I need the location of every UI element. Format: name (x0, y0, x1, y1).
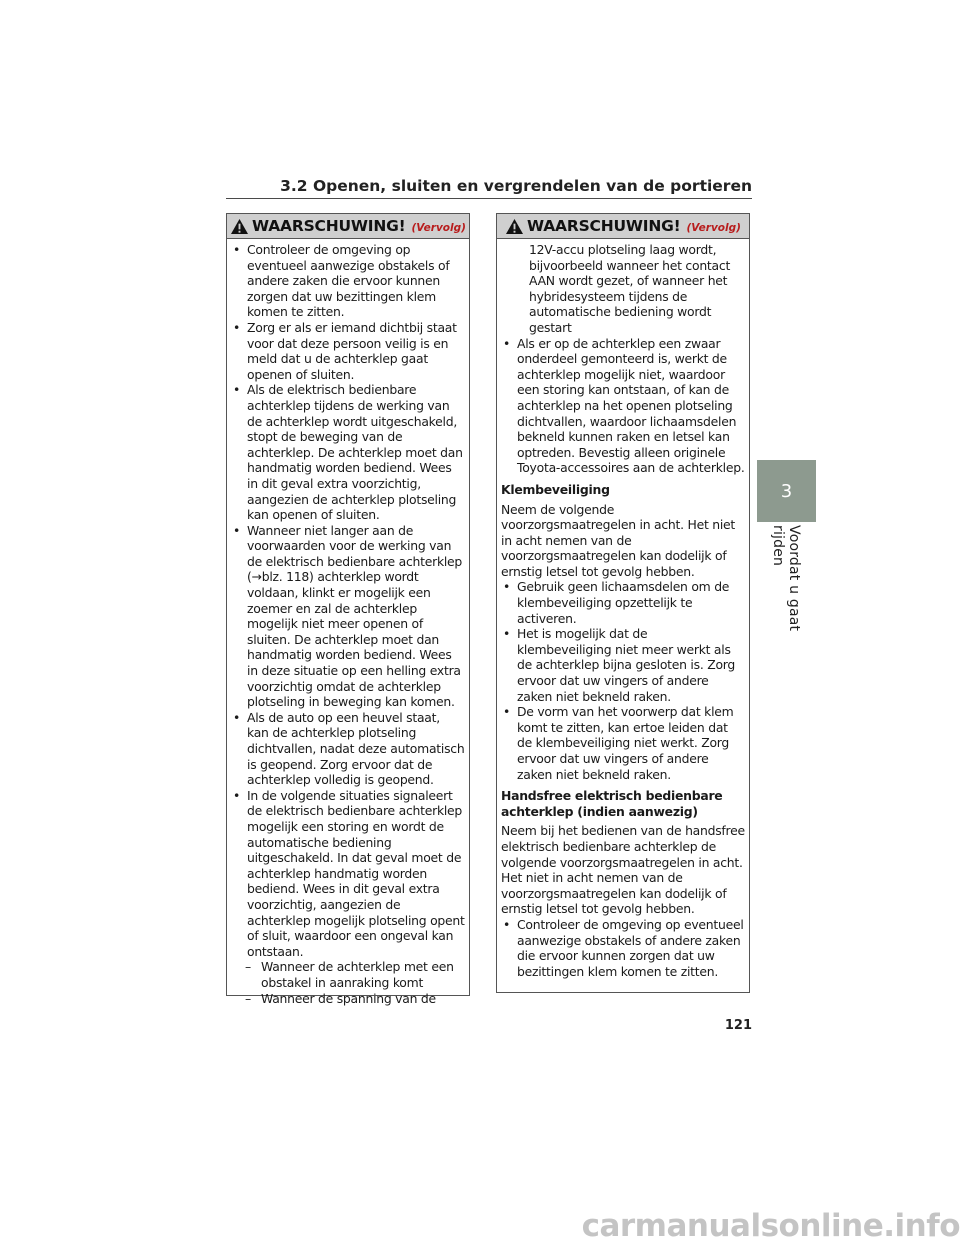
section-title: Openen, sluiten en vergrendelen van de portieren (312, 177, 752, 195)
warning-triangle-icon (505, 218, 524, 235)
continued-text: 12V-accu plotseling laag wordt, bijvoorbeeld wanneer het contact AAN wordt gezet, of wanneer het hybridesysteem tijdens de automatische bediening wordt gestart (529, 242, 731, 335)
warning-header (497, 214, 749, 239)
warning-title: WAARSCHUWING! (527, 217, 681, 235)
section-number: 3.2 (280, 177, 308, 195)
warning-continued: (Vervolg) (411, 221, 466, 234)
list-item: • Het is mogelijk dat de klembeveiliging niet meer werkt als de achterklep bijna gesloten is. Zorg ervoor dat uw vingers of andere zaken niet bekneld raken. (503, 626, 736, 704)
warning-triangle-icon (230, 218, 249, 235)
list-item: • Als er op de achterklep een zwaar onderdeel gemonteerd is, werkt de achterklep mogelijk niet, waardoor een storing kan ontstaan, of kan de achterklep na het openen plotseling dichtvallen, waardoor lichaamsdelen bekneld kunnen raken en letsel kan optreden. Bevestig alleen originele Toyota-accessoires aan de achterklep. (503, 335, 745, 476)
warning-body (227, 239, 469, 1006)
warning-header (227, 214, 469, 239)
list-item: • Controleer de omgeving op eventueel aanwezige obstakels of andere zaken die ervoor kunnen zorgen dat uw bezittingen klem komen te zitten. (503, 916, 744, 979)
page-number: 121 (724, 1018, 752, 1033)
warning-box-left (226, 213, 470, 1006)
watermark-url: carmanualsonline.info (581, 1208, 960, 1244)
list-item: • Als de auto op een heuvel staat, kan de achterklep plotseling dichtvallen, nadat deze automatisch is geopend. Zorg ervoor dat de achterklep volledig is geopend. (233, 709, 465, 788)
paragraph: Neem bij het bedienen van de handsfree elektrisch bedienbare achterklep de volgende voorzorgsmaatregelen in acht. Het niet in acht nemen van de voorzorgsmaatregelen kan dodelijk of ernstig letsel tot gevolg hebben. (501, 823, 745, 917)
chapter-number: 3 (780, 480, 793, 502)
list-item: • Wanneer niet langer aan de voorwaarden voor de werking van de elektrisch bedienbare achterklep (→blz. 118) achterklep wordt voldaan, klinkt er mogelijk een zoemer en zal de achterklep mogelijk niet meer openen of sluiten. De achterklep moet dan handmatig worden bediend. Wees in deze situatie op een helling extra voorzichtig omdat de achterklep plotseling in beweging kan komen. (233, 522, 463, 710)
warning-title: WAARSCHUWING! (252, 217, 406, 235)
header-divider (226, 198, 752, 199)
sub-list-item: – Wanneer de achterklep met een obstakel in aanraking komt (245, 959, 454, 990)
subheading-handsfree: Handsfree elektrisch bedienbare achterklep (indien aanwezig) (501, 788, 723, 819)
list-item: • De vorm van het voorwerp dat klem komt te zitten, kan ertoe leiden dat de klembeveiliging niet werkt. Zorg ervoor dat uw vingers of andere zaken niet bekneld raken. (503, 704, 734, 782)
sub-list-item: – Wanneer de spanning van de (245, 990, 436, 1006)
subheading-clamp-protection: Klembeveiliging (501, 481, 610, 497)
list-item: • In de volgende situaties signaleert de elektrisch bedienbare achterklep mogelijk een storing en wordt de automatische bediening uitgeschakeld. In dat geval moet de achterklep handmatig worden bediend. Wees in dit geval extra voorzichtig, aangezien de achterklep mogelijk plotseling opent of sluit, waardoor een ongeval kan ontstaan. (233, 787, 465, 959)
list-item: • Zorg er als er iemand dichtbij staat voor dat deze persoon veilig is en meld dat u de achterklep gaat openen of sluiten. (233, 319, 457, 382)
chapter-tab (757, 460, 816, 522)
running-header (226, 177, 752, 195)
warning-continued: (Vervolg) (686, 221, 741, 234)
list-item: • Als de elektrisch bedienbare achterklep tijdens de werking van de achterklep wordt uitgeschakeld, stopt de beweging van de achterklep. De achterklep moet dan handmatig worden bediend. Wees in dit geval extra voorzichtig, aangezien de achterklep plotseling kan openen of sluiten. (233, 382, 463, 523)
paragraph: Neem de volgende voorzorgsmaatregelen in acht. Het niet in acht nemen van de voorzorgsmaatregelen kan dodelijk of ernstig letsel tot gevolg hebben. (501, 501, 736, 579)
list-item: • Gebruik geen lichaamsdelen om de klembeveiliging opzettelijk te activeren. (503, 579, 730, 626)
warning-body (497, 239, 749, 979)
chapter-label: Voordat u gaat rijden (770, 525, 802, 632)
warning-box-right (496, 213, 750, 993)
list-item: • Controleer de omgeving op eventueel aanwezige obstakels of andere zaken die ervoor kunnen zorgen dat uw bezittingen klem komen te zitten. (233, 242, 450, 320)
